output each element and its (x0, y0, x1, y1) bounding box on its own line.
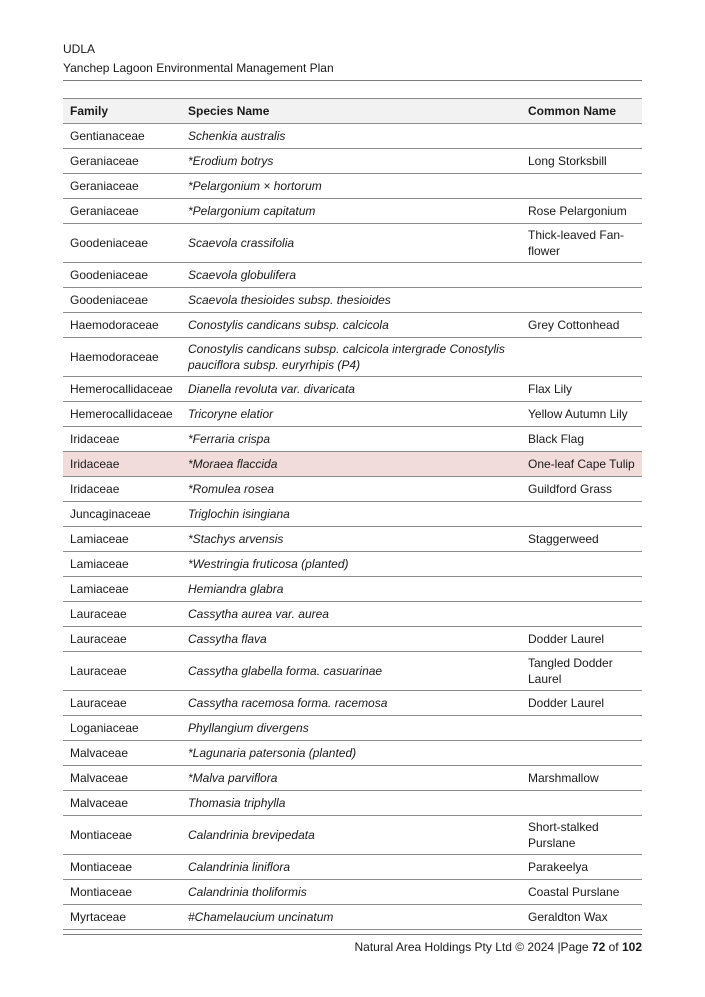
table-row (63, 905, 642, 930)
species-cell: *Malva parviflora (181, 766, 521, 791)
table-row (63, 263, 642, 288)
species-table (63, 98, 642, 930)
document-title: Yanchep Lagoon Environmental Management Plan (63, 61, 334, 75)
family-cell: Lauraceae (63, 652, 181, 691)
family-cell: Iridaceae (63, 452, 181, 477)
common-name-cell (521, 502, 642, 527)
family-cell: Iridaceae (63, 477, 181, 502)
page-total: 102 (621, 940, 642, 954)
species-cell: Calandrinia brevipedata (181, 816, 521, 855)
table-row (63, 691, 642, 716)
table-row (63, 816, 642, 855)
family-cell: Montiaceae (63, 816, 181, 855)
common-name-cell (521, 338, 642, 377)
common-name-cell: Dodder Laurel (521, 691, 642, 716)
species-cell: Cassytha racemosa forma. racemosa (181, 691, 521, 716)
table-row (63, 552, 642, 577)
common-name-cell (521, 124, 642, 149)
footer-of: of (605, 940, 622, 954)
table-body (63, 124, 642, 930)
table-row (63, 791, 642, 816)
species-cell: *Erodium botrys (181, 149, 521, 174)
table-row (63, 313, 642, 338)
common-name-cell (521, 602, 642, 627)
common-name-cell: One-leaf Cape Tulip (521, 452, 642, 477)
common-name-cell (521, 791, 642, 816)
common-name-cell: Tangled Dodder Laurel (521, 652, 642, 691)
table-row (63, 224, 642, 263)
table-row (63, 652, 642, 691)
table-row (63, 477, 642, 502)
family-cell: Goodeniaceae (63, 224, 181, 263)
common-name-cell: Short-stalked Purslane (521, 816, 642, 855)
footer-copyright: Natural Area Holdings Pty Ltd © 2024 |Page (354, 940, 592, 954)
page-number: 72 (591, 940, 606, 954)
species-cell: Conostylis candicans subsp. calcicola (181, 313, 521, 338)
species-cell: Cassytha flava (181, 627, 521, 652)
family-cell: Iridaceae (63, 427, 181, 452)
family-cell: Malvaceae (63, 766, 181, 791)
table-row (63, 766, 642, 791)
species-cell: Tricoryne elatior (181, 402, 521, 427)
species-cell: Cassytha glabella forma. casuarinae (181, 652, 521, 691)
table-row (63, 288, 642, 313)
family-cell: Loganiaceae (63, 716, 181, 741)
family-cell: Haemodoraceae (63, 313, 181, 338)
common-name-cell: Parakeelya (521, 855, 642, 880)
species-cell: *Ferraria crispa (181, 427, 521, 452)
species-cell: Dianella revoluta var. divaricata (181, 377, 521, 402)
table-row (63, 527, 642, 552)
species-cell: Scaevola globulifera (181, 263, 521, 288)
family-cell: Lauraceae (63, 627, 181, 652)
column-header-common-name: Common Name (521, 99, 642, 124)
common-name-cell: Staggerweed (521, 527, 642, 552)
family-cell: Malvaceae (63, 791, 181, 816)
table-row (63, 377, 642, 402)
table-row (63, 174, 642, 199)
family-cell: Montiaceae (63, 880, 181, 905)
species-cell: Phyllangium divergens (181, 716, 521, 741)
family-cell: Lamiaceae (63, 527, 181, 552)
family-cell: Haemodoraceae (63, 338, 181, 377)
footer-divider (63, 934, 642, 935)
family-cell: Hemerocallidaceae (63, 377, 181, 402)
common-name-cell: Grey Cottonhead (521, 313, 642, 338)
table-row (63, 427, 642, 452)
common-name-cell: Long Storksbill (521, 149, 642, 174)
table-row (63, 402, 642, 427)
common-name-cell (521, 288, 642, 313)
family-cell: Lamiaceae (63, 552, 181, 577)
table-row (63, 199, 642, 224)
species-cell: *Moraea flaccida (181, 452, 521, 477)
species-cell: *Pelargonium capitatum (181, 199, 521, 224)
page-footer (63, 934, 642, 955)
species-cell: *Lagunaria patersonia (planted) (181, 741, 521, 766)
common-name-cell: Yellow Autumn Lily (521, 402, 642, 427)
species-cell: Thomasia triphylla (181, 791, 521, 816)
table-row (63, 149, 642, 174)
species-cell: Triglochin isingiana (181, 502, 521, 527)
family-cell: Lauraceae (63, 691, 181, 716)
species-cell: Calandrinia tholiformis (181, 880, 521, 905)
table-row (63, 452, 642, 477)
table-row (63, 855, 642, 880)
family-cell: Myrtaceae (63, 905, 181, 930)
family-cell: Lamiaceae (63, 577, 181, 602)
table-row (63, 880, 642, 905)
common-name-cell (521, 716, 642, 741)
species-cell: Schenkia australis (181, 124, 521, 149)
species-cell: Cassytha aurea var. aurea (181, 602, 521, 627)
species-cell: Hemiandra glabra (181, 577, 521, 602)
species-cell: Scaevola crassifolia (181, 224, 521, 263)
common-name-cell: Black Flag (521, 427, 642, 452)
header-divider (63, 80, 642, 81)
species-cell: Conostylis candicans subsp. calcicola intergrade Conostylis pauciflora subsp. euryrhipis (P4) (181, 338, 521, 377)
family-cell: Geraniaceae (63, 149, 181, 174)
common-name-cell: Geraldton Wax (521, 905, 642, 930)
species-cell: Scaevola thesioides subsp. thesioides (181, 288, 521, 313)
common-name-cell: Guildford Grass (521, 477, 642, 502)
common-name-cell: Thick-leaved Fan-flower (521, 224, 642, 263)
family-cell: Geraniaceae (63, 174, 181, 199)
org-name: UDLA (63, 42, 96, 56)
common-name-cell: Coastal Purslane (521, 880, 642, 905)
table-row (63, 577, 642, 602)
table-row (63, 627, 642, 652)
table-row (63, 502, 642, 527)
column-header-family: Family (63, 99, 181, 124)
species-cell: *Pelargonium × hortorum (181, 174, 521, 199)
table-row (63, 338, 642, 377)
common-name-cell: Rose Pelargonium (521, 199, 642, 224)
table-row (63, 716, 642, 741)
species-cell: *Romulea rosea (181, 477, 521, 502)
family-cell: Goodeniaceae (63, 263, 181, 288)
column-header-species: Species Name (181, 99, 521, 124)
family-cell: Gentianaceae (63, 124, 181, 149)
footer-text (63, 939, 642, 955)
species-cell: *Westringia fruticosa (planted) (181, 552, 521, 577)
table-row (63, 602, 642, 627)
common-name-cell (521, 552, 642, 577)
family-cell: Malvaceae (63, 741, 181, 766)
family-cell: Geraniaceae (63, 199, 181, 224)
family-cell: Montiaceae (63, 855, 181, 880)
table-row (63, 124, 642, 149)
family-cell: Lauraceae (63, 602, 181, 627)
common-name-cell (521, 741, 642, 766)
common-name-cell: Flax Lily (521, 377, 642, 402)
family-cell: Juncaginaceae (63, 502, 181, 527)
common-name-cell (521, 174, 642, 199)
page-header (63, 40, 642, 81)
family-cell: Goodeniaceae (63, 288, 181, 313)
common-name-cell: Dodder Laurel (521, 627, 642, 652)
species-cell: #Chamelaucium uncinatum (181, 905, 521, 930)
table-header-row (63, 99, 642, 124)
common-name-cell: Marshmallow (521, 766, 642, 791)
species-cell: *Stachys arvensis (181, 527, 521, 552)
table-row (63, 741, 642, 766)
common-name-cell (521, 577, 642, 602)
common-name-cell (521, 263, 642, 288)
species-cell: Calandrinia liniflora (181, 855, 521, 880)
family-cell: Hemerocallidaceae (63, 402, 181, 427)
